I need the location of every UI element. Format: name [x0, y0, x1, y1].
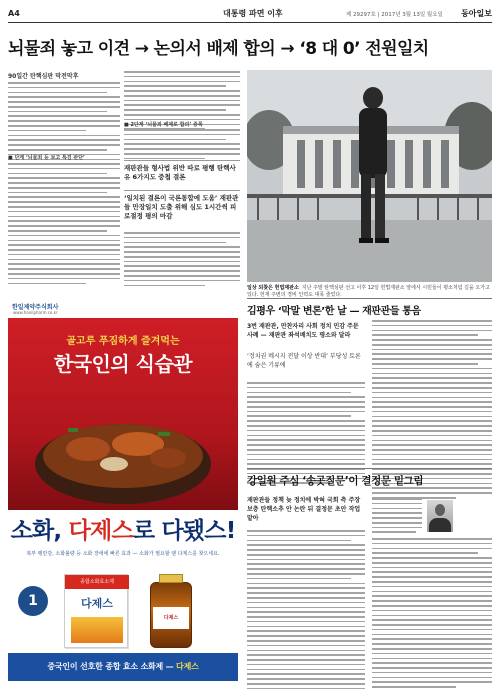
story3-body-beside-portrait — [372, 498, 422, 536]
story3-body-col1 — [247, 530, 365, 691]
lead-body-col1b — [8, 163, 120, 287]
court-building-illustration — [247, 70, 492, 282]
page-number: A4 — [8, 9, 20, 18]
ad-brand-url: www.hanilpharm.co.kr — [13, 310, 58, 315]
story3-deck: 재판관들 정책 늦 정치에 박혀 국회 측 주장 보충 탄핵소추 안 논란 뒤 결정문 초안 작업 맡아 — [247, 497, 361, 522]
advertisement[interactable] — [8, 298, 238, 681]
ad-catch-2: 한국인의 식습관 — [53, 352, 193, 376]
ad-strip-pre: 중국인이 선호한 종합 효소 소화제 — — [47, 662, 177, 671]
ad-description: 복부 팽만감, 소화불량 등 소화 장애에 빠른 효과 — 소화가 필요할 땐 다제스를 찾으세요. — [26, 551, 220, 557]
caption-text: 지난 주말 탄핵심판 선고 이후 12일 헌법재판소 앞에서 시민들이 평소처럼 길을 오가고 있다. 헌재 주변의 경비 인력도 대폭 줄었다. — [247, 285, 490, 298]
section-title: 대통령 파면 이후 — [223, 9, 283, 18]
product-box-name: 다제스 — [81, 597, 113, 610]
lead-body-col2c — [124, 232, 240, 289]
ad-rank-badge: 1 — [18, 586, 48, 616]
food-bowl-illustration — [8, 394, 238, 512]
main-headline: 뇌물죄 놓고 이견 → 논의서 배제 합의 → ‘8 대 0’ 전원일치 — [8, 39, 429, 59]
product-box — [64, 574, 128, 648]
ad-big-line — [8, 512, 238, 545]
ad-big-post: 로 다됐스! — [132, 518, 236, 544]
portrait-head — [435, 504, 445, 516]
story2-headline: 김평우 ‘막말 변론’한 날 — 재판관들 통음 — [247, 306, 421, 317]
story2-deck-2: ‘정치권 메시지 전달 이상 반대’ 부당성 토론에 숨은 기류에 — [247, 353, 361, 369]
ad-strip-name: 다제스 — [176, 662, 199, 671]
ad-big-pre: 소화, — [10, 518, 69, 544]
lead-subhead: 90일간 탄핵심판 막전막후 — [8, 73, 79, 80]
pull-quote-2: ‘일치된 결론이 국론통합에 도움’ 재판관들 만장일치 도출 위해 심도 1시간씩 피로절정 평의 마감 — [124, 190, 240, 221]
story2-body-col1 — [247, 382, 365, 487]
lead-body-col2b — [124, 129, 240, 162]
photo-caption — [247, 285, 492, 299]
newspaper-logo: 동아일보 — [461, 8, 492, 18]
masthead — [8, 7, 492, 23]
pull-quote-1: 재판관들 형사법 위반 따로 평행 탄핵사유 6가지도 중첩 결론 — [124, 160, 240, 182]
product-box-band — [71, 617, 123, 643]
ad-big-mid: 다제스 — [68, 518, 133, 544]
lead-subhead-2: ■ 단계 ‘뇌물죄 등 보고 특검 판단’ — [8, 155, 85, 161]
issue-date: 제 29297호 | 2017년 3월 13일 월요일 — [346, 12, 443, 18]
product-box-top: 종합소화효소제 — [65, 575, 129, 589]
caption-title: 일상 되찾은 헌법재판소 — [247, 285, 299, 291]
story2-deck: 3번 재판관, 만찬자리 사회 정치 민감 주문 사례 — 재판관 좌석배치도 평소와 달라 — [247, 323, 359, 339]
news-photo — [247, 70, 492, 282]
bottle-label: 다제스 — [153, 607, 189, 629]
portrait-body — [429, 518, 451, 532]
story2-rule — [247, 298, 492, 299]
story3-headline: 강일원 주심 ‘송곳질문’이 결정문 밑그림 — [247, 475, 424, 487]
ad-bottom-strip — [8, 653, 238, 681]
reporter-portrait — [427, 500, 453, 532]
ad-catch-1: 골고루 푸짐하게 즐겨먹는 — [66, 336, 180, 347]
story3-rule — [247, 468, 492, 469]
story3-body-col2 — [372, 538, 492, 691]
bottle-cap — [159, 574, 183, 583]
lead-subhead-3: ■ 2단계 ‘뇌물죄 배제로 합의’ 증폭 — [124, 122, 203, 128]
ad-brand: 한일제약주식회사 — [12, 304, 59, 311]
product-bottle — [150, 582, 192, 648]
